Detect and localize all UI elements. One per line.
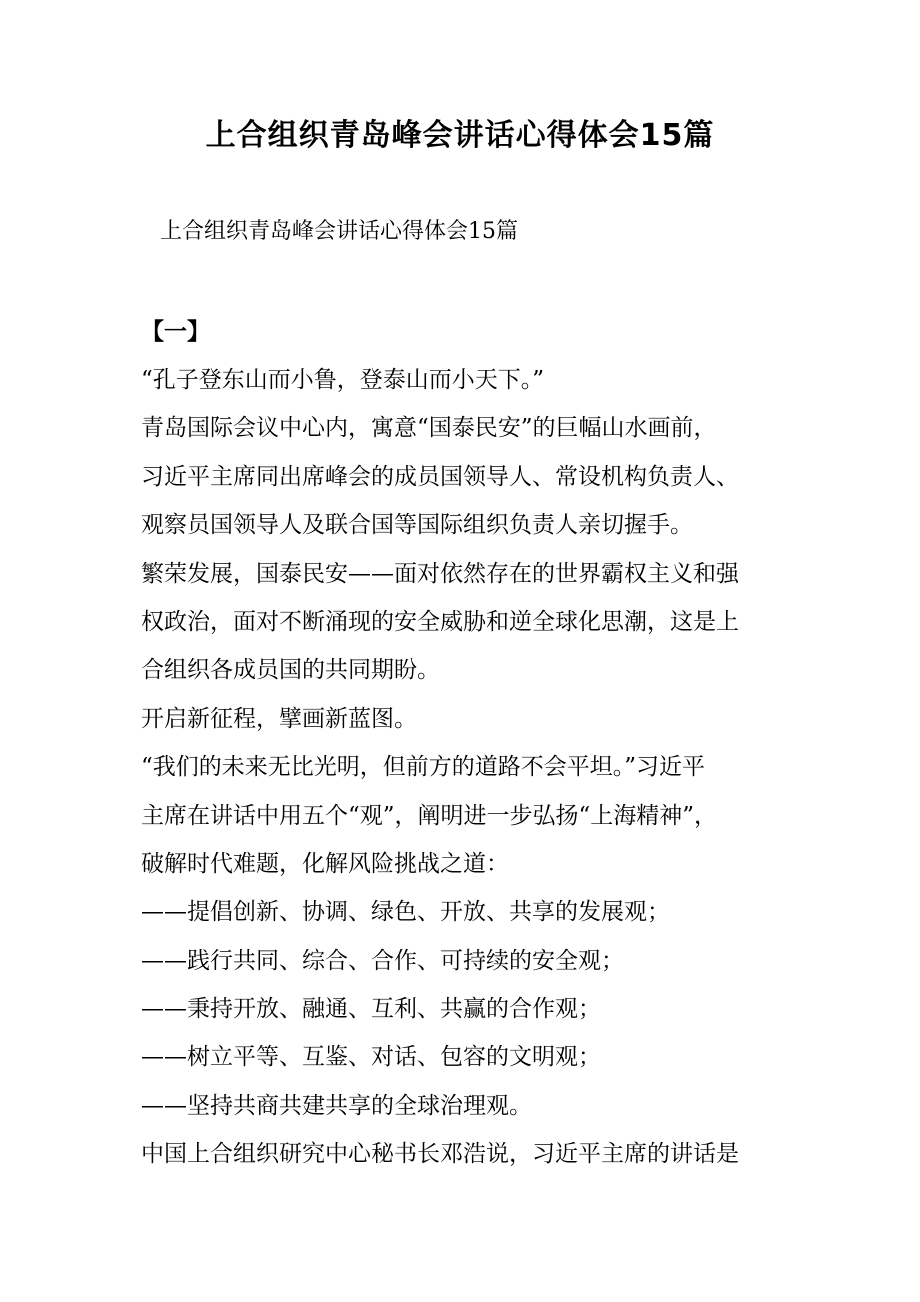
- body-line: 破解时代难题，化解风险挑战之道：: [141, 850, 509, 877]
- body-line: 权政治，面对不断涌现的安全威胁和逆全球化思潮，这是上: [141, 608, 739, 635]
- body-line: ——秉持开放、融通、互利、共赢的合作观；: [141, 996, 601, 1023]
- section-heading: 【一】: [141, 319, 210, 345]
- document-title: 上合组织青岛峰会讲话心得体会15篇: [205, 118, 715, 153]
- body-line: ——坚持共商共建共享的全球治理观。: [141, 1092, 532, 1119]
- body-line: ——树立平等、互鉴、对话、包容的文明观；: [141, 1044, 601, 1071]
- body-line: 中国上合组织研究中心秘书长邓浩说，习近平主席的讲话是: [141, 1141, 739, 1168]
- body-text: [141, 356, 801, 1179]
- body-line: 合组织各成员国的共同期盼。: [141, 657, 440, 684]
- body-line: ——践行共同、综合、合作、可持续的安全观；: [141, 947, 624, 974]
- body-line: 习近平主席同出席峰会的成员国领导人、常设机构负责人、: [141, 463, 739, 490]
- body-line: ——提倡创新、协调、绿色、开放、共享的发展观；: [141, 899, 670, 926]
- body-line: 青岛国际会议中心内，寓意“国泰民安”的巨幅山水画前，: [141, 415, 717, 442]
- body-line: “我们的未来无比光明，但前方的道路不会平坦。”习近平: [141, 754, 706, 781]
- body-line: “孔子登东山而小鲁，登泰山而小天下。”: [141, 367, 545, 393]
- body-line: 观察员国领导人及联合国等国际组织负责人亲切握手。: [141, 512, 693, 539]
- body-line: 繁荣发展，国泰民安——面对依然存在的世界霸权主义和强: [141, 560, 739, 587]
- body-line: 主席在讲话中用五个“观”，阐明进一步弘扬“上海精神”，: [141, 802, 718, 829]
- body-line: 开启新征程，擘画新蓝图。: [141, 705, 417, 732]
- document-subtitle: 上合组织青岛峰会讲话心得体会15篇: [160, 219, 518, 244]
